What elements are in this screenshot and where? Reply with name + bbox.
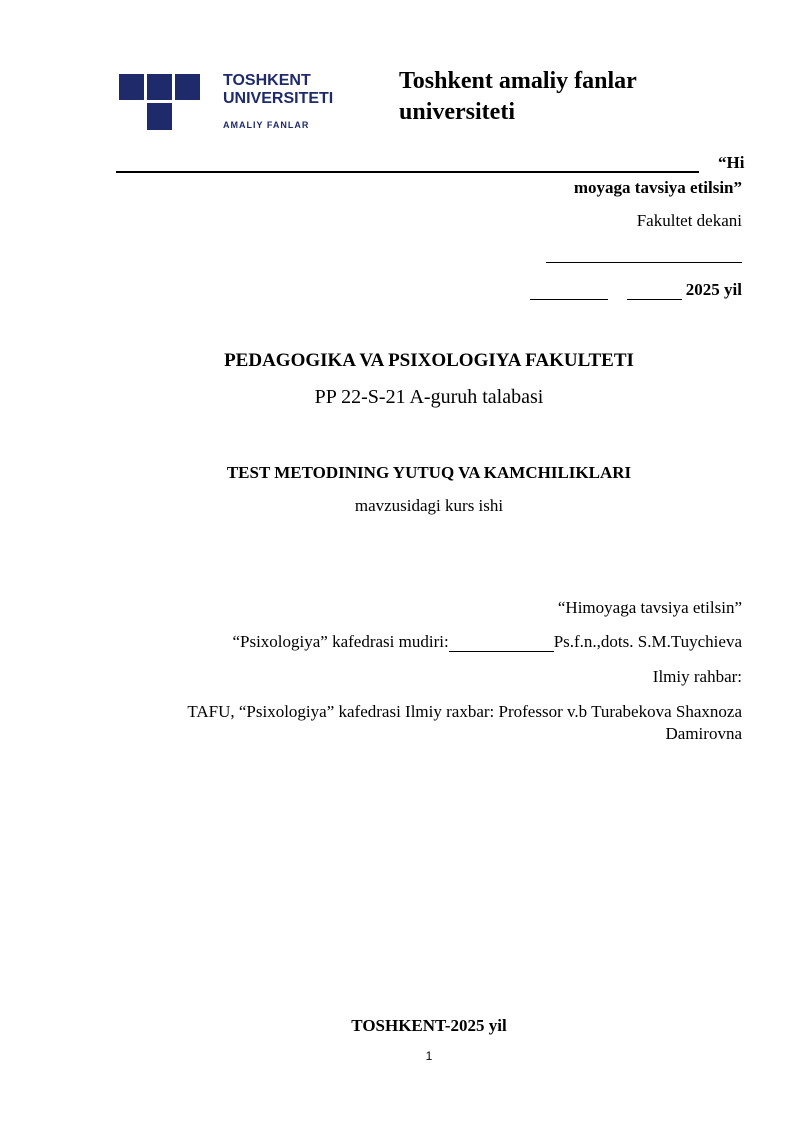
date-day-blank [530, 282, 608, 300]
date-line [530, 280, 742, 300]
approval-part-2: moyaga tavsiya etilsin” [573, 178, 742, 197]
work-type: mavzusidagi kurs ishi [354, 496, 504, 515]
logo-line-1: TOSHKENT [223, 72, 311, 89]
advisor-line-2: Damirovna [665, 724, 742, 743]
university-title-line-2: universiteti [399, 99, 515, 125]
logo-line-2: UNIVERSITETI [223, 90, 334, 107]
department-head-label: “Psixologiya” kafedrasi mudiri: [232, 632, 449, 651]
page-number: 1 [425, 1049, 433, 1063]
header-rule [116, 171, 699, 173]
date-year: 2025 yil [685, 280, 742, 299]
logo-line-3: AMALIY FANLAR [223, 120, 310, 130]
faculty-title: PEDAGOGIKA VA PSIXOLOGIYA FAKULTETI [224, 350, 634, 371]
date-month-blank [627, 282, 682, 300]
approval-part-1: “Hi [718, 153, 745, 172]
recommend-label: “Himoyaga tavsiya etilsin” [557, 598, 742, 617]
group-label: PP 22-S-21 A-guruh talabasi [314, 386, 544, 408]
dean-signature-line [546, 262, 742, 263]
dean-label: Fakultet dekani [636, 211, 742, 230]
advisor-label: Ilmiy rahbar: [652, 667, 742, 686]
university-title-line-1: Toshkent amaliy fanlar [399, 68, 637, 94]
department-head-name: Ps.f.n.,dots. S.M.Tuychieva [553, 632, 742, 651]
city-year: TOSHKENT-2025 yil [351, 1016, 507, 1035]
advisor-line-1: TAFU, “Psixologiya” kafedrasi Ilmiy raxbar: Professor v.b Turabekova Shaxnoza [187, 702, 742, 721]
logo-squares-icon [119, 72, 201, 132]
department-head-signature-blank [449, 635, 554, 652]
university-logo [119, 72, 359, 134]
department-head-line [232, 632, 742, 652]
topic-title: TEST METODINING YUTUQ VA KAMCHILIKLARI [226, 463, 632, 482]
university-title [399, 66, 699, 128]
